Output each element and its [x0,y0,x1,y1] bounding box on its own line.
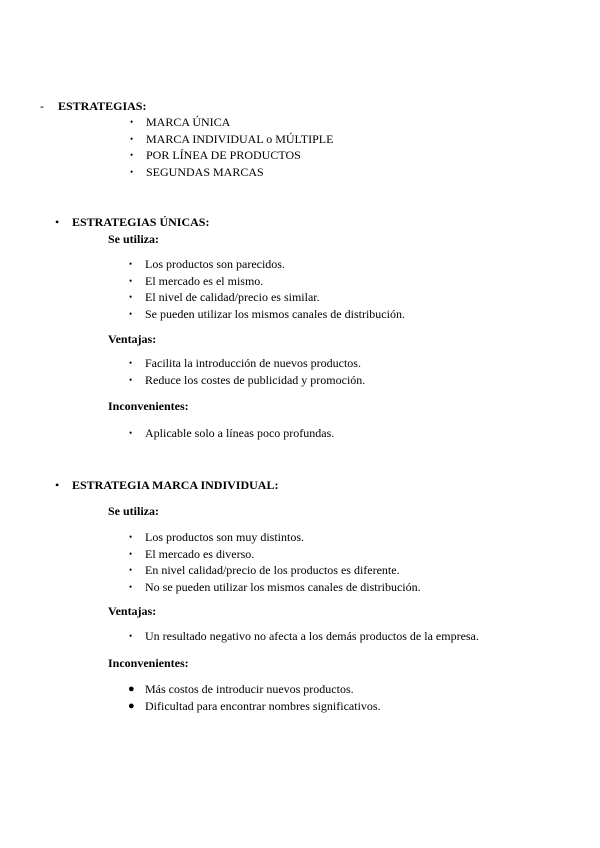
unicas-uses-label: Se utiliza: [108,232,159,246]
bullet-icon: • [129,308,133,319]
bullet-icon: • [129,275,133,286]
individual-advantages-list [129,628,479,645]
list-item: • POR LÍNEA DE PRODUCTOS [130,148,301,162]
unicas-advantages-list [129,355,366,388]
bullet-icon: • [129,374,133,385]
bullet-icon: • [129,428,133,438]
individual-heading: ESTRATEGIA MARCA INDIVIDUAL: [72,478,279,492]
bullet-icon: • [130,150,134,160]
bullet-icon: ● [128,699,135,712]
individual-drawbacks-list [128,681,381,714]
individual-uses-label: Se utiliza: [108,504,159,518]
bullet-icon: • [130,133,134,144]
list-item: • Un resultado negativo no afecta a los demás productos de la empresa. [129,629,479,643]
list-item: ● Dificultad para encontrar nombres significativos. [128,698,381,713]
bullet-icon: • [129,259,133,269]
list-item: • Facilita la introducción de nuevos productos. [129,356,361,370]
bullet-icon: • [130,117,134,127]
unicas-advantages-label: Ventajas: [108,332,157,346]
list-item: • El mercado es diverso. [129,546,255,561]
unicas-drawbacks-list [129,425,335,442]
bullet-icon: • [129,532,133,542]
bullet-icon: • [129,292,133,302]
bullet-icon: • [129,548,133,559]
unicas-uses-list [129,256,405,322]
list-item: • MARCA INDIVIDUAL o MÚLTIPLE [130,131,334,146]
unicas-heading: ESTRATEGIAS ÚNICAS: [72,215,210,229]
bullet-icon: • [130,166,134,177]
list-item: • En nivel calidad/precio de los productos es diferente. [129,563,400,577]
strategies-list [130,114,334,180]
list-item: • Aplicable solo a líneas poco profundas. [129,426,335,440]
bullet-icon: • [129,565,133,575]
section-bullet-icon: • [55,215,60,229]
unicas-drawbacks-label: Inconvenientes: [108,399,189,413]
dash-marker: - [40,99,44,113]
list-item: • Los productos son muy distintos. [129,530,305,544]
bullet-icon: • [129,631,133,641]
list-item: • Reduce los costes de publicidad y promoción. [129,372,366,387]
list-item: • MARCA ÚNICA [130,115,231,129]
list-item: • Se pueden utilizar los mismos canales de distribución. [129,306,405,321]
individual-advantages-label: Ventajas: [108,604,157,618]
strategies-heading: ESTRATEGIAS: [58,99,147,113]
list-item: • El mercado es el mismo. [129,273,264,288]
list-item: • El nivel de calidad/precio es similar. [129,290,320,304]
list-item: • No se pueden utilizar los mismos canales de distribución. [129,579,421,594]
individual-uses-list [129,529,421,595]
individual-drawbacks-label: Inconvenientes: [108,656,189,670]
list-item: ● Más costos de introducir nuevos productos. [128,682,354,696]
section-bullet-icon: • [55,478,60,492]
bullet-icon: ● [128,683,135,695]
bullet-icon: • [129,581,133,592]
list-item: • Los productos son parecidos. [129,257,285,271]
list-item: • SEGUNDAS MARCAS [130,164,264,179]
bullet-icon: • [129,358,133,368]
